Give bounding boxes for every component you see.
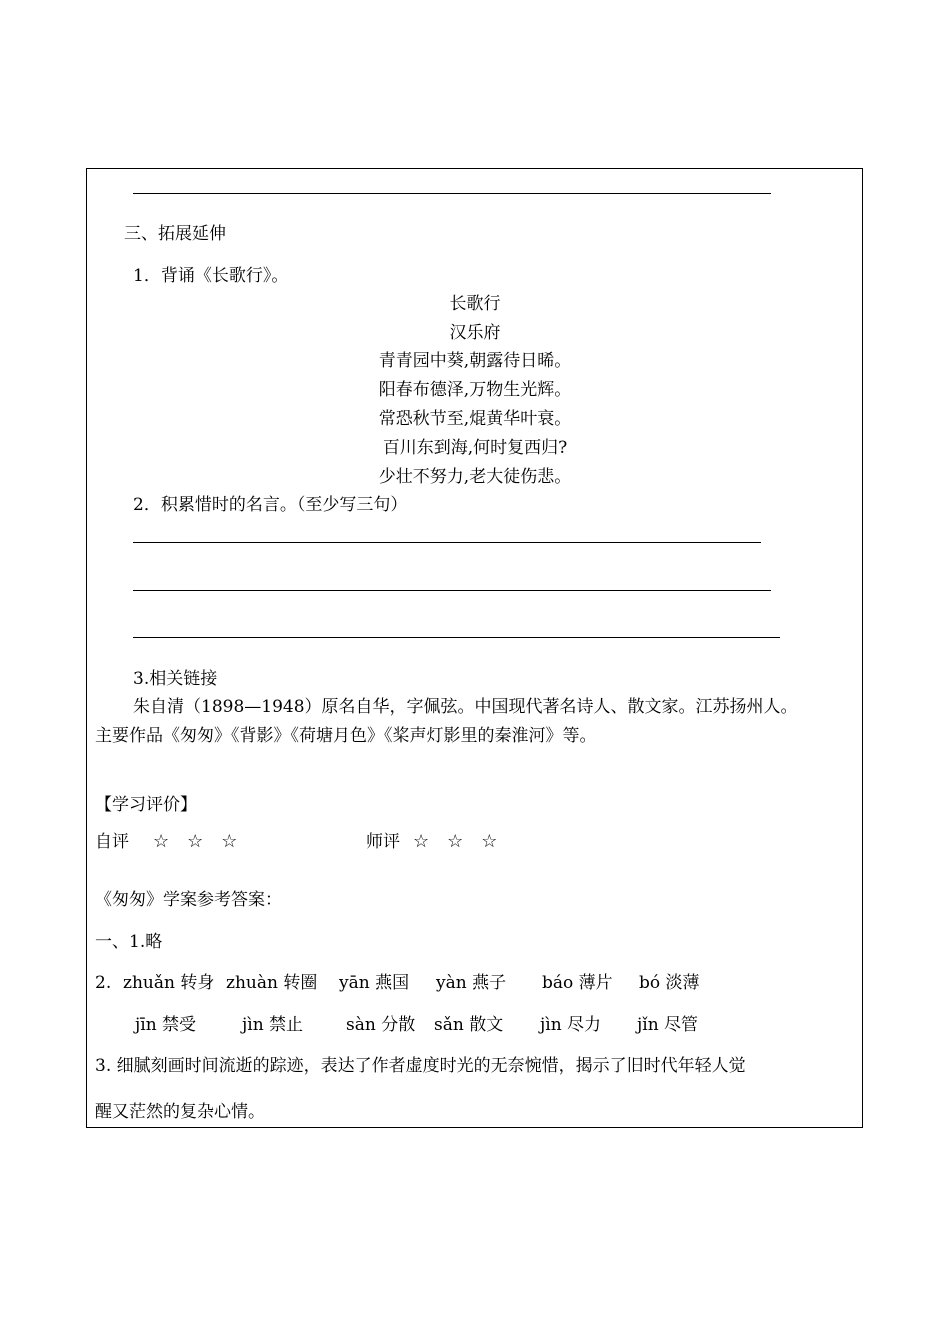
poem-line: 百川东到海,何时复西归? bbox=[382, 438, 568, 458]
pinyin-item: jìn 尽力 bbox=[540, 1015, 602, 1035]
related-link-paragraph: 朱自清（1898—1948）原名自华，字佩弦。中国现代著名诗人、散文家。江苏扬州人。 bbox=[133, 697, 798, 717]
section-heading: 三、拓展延伸 bbox=[124, 224, 226, 244]
writing-line bbox=[133, 637, 780, 638]
poem-author: 汉乐府 bbox=[449, 323, 501, 343]
pinyin-item: yàn 燕子 bbox=[436, 973, 507, 993]
related-link-paragraph: 主要作品《匆匆》《背影》《荷塘月色》《桨声灯影里的秦淮河》等。 bbox=[95, 726, 597, 746]
pinyin-item: yān 燕国 bbox=[339, 973, 410, 993]
writing-line bbox=[133, 193, 771, 194]
pinyin-item: bó 淡薄 bbox=[639, 973, 700, 993]
pinyin-item: báo 薄片 bbox=[542, 973, 613, 993]
self-eval-stars[interactable]: ☆ ☆ ☆ bbox=[153, 831, 238, 852]
pinyin-item: zhuàn 转圈 bbox=[226, 973, 318, 993]
poem-line: 阳春布德泽,万物生光辉。 bbox=[378, 380, 572, 400]
related-link-heading: 3.相关链接 bbox=[133, 669, 218, 689]
answer-2-number: 2. bbox=[95, 973, 112, 993]
teacher-eval-label: 师评 bbox=[366, 832, 400, 852]
pinyin-item: sàn 分散 bbox=[346, 1015, 416, 1035]
pinyin-item: jīn 禁受 bbox=[135, 1015, 197, 1035]
self-eval-label: 自评 bbox=[95, 832, 129, 852]
answers-title: 《匆匆》学案参考答案： bbox=[95, 890, 282, 910]
pinyin-item: jǐn 尽管 bbox=[637, 1015, 699, 1035]
teacher-eval-stars[interactable]: ☆ ☆ ☆ bbox=[413, 831, 498, 852]
poem-line: 青青园中葵,朝露待日晞。 bbox=[378, 351, 572, 371]
writing-line bbox=[133, 542, 761, 543]
evaluation-heading: 【学习评价】 bbox=[95, 795, 197, 815]
pinyin-item: sǎn 散文 bbox=[434, 1015, 504, 1035]
answer-3: 3. 细腻刻画时间流逝的踪迹，表达了作者虚度时光的无奈惋惜，揭示了旧时代年轻人觉 bbox=[95, 1056, 746, 1076]
poem-title: 长歌行 bbox=[449, 294, 501, 314]
pinyin-item: zhuǎn 转身 bbox=[123, 973, 215, 993]
task-recite: 1．背诵《长歌行》。 bbox=[133, 266, 289, 286]
answer-1: 一、1.略 bbox=[95, 932, 163, 952]
answer-3-continued: 醒又茫然的复杂心情。 bbox=[95, 1102, 265, 1122]
poem-line: 常恐秋节至,焜黄华叶衰。 bbox=[378, 409, 572, 429]
pinyin-item: jìn 禁止 bbox=[242, 1015, 304, 1035]
poem-line: 少壮不努力,老大徒伤悲。 bbox=[378, 467, 572, 487]
writing-line bbox=[133, 590, 771, 591]
task-quotes: 2．积累惜时的名言。（至少写三句） bbox=[133, 495, 408, 515]
